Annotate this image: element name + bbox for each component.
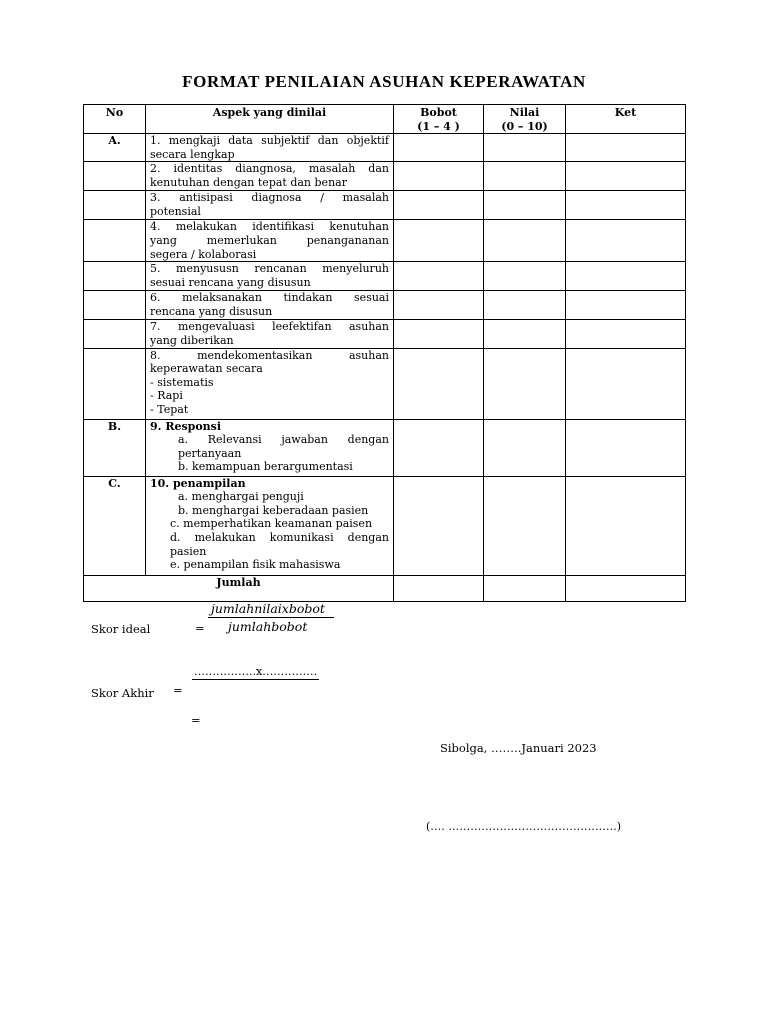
row-text-line: 7. mengevaluasi leefektifan asuhan xyxy=(150,320,389,334)
row-no: A. xyxy=(84,134,146,162)
row-no: B. xyxy=(84,419,146,476)
section-heading: 10. penampilan xyxy=(150,476,246,490)
ket-cell xyxy=(566,476,686,575)
ket-cell xyxy=(566,291,686,320)
table-row-section-b xyxy=(84,419,686,476)
row-aspek xyxy=(146,291,394,320)
table-row xyxy=(84,220,686,262)
bobot-cell xyxy=(394,476,484,575)
bobot-cell xyxy=(394,575,484,601)
nilai-cell xyxy=(484,320,566,348)
skor-akhir-numerator: ……………..x…………… xyxy=(194,665,318,678)
page-title: FORMAT PENILAIAN ASUHAN KEPERAWATAN xyxy=(182,72,586,91)
jumlah-label: Jumlah xyxy=(84,575,394,601)
header-aspek: Aspek yang dinilai xyxy=(146,105,394,134)
row-aspek xyxy=(146,476,394,575)
ket-cell xyxy=(566,162,686,191)
bobot-cell xyxy=(394,320,484,348)
row-no xyxy=(84,320,146,348)
ket-cell xyxy=(566,191,686,220)
header-bobot-label: Bobot xyxy=(420,106,457,119)
nilai-cell xyxy=(484,575,566,601)
nilai-cell xyxy=(484,348,566,419)
row-text-line: 8. mendekomentasikan asuhan xyxy=(150,348,389,362)
row-text-line: 4. melakukan identifikasi kenutuhan xyxy=(150,220,389,234)
table-header-row xyxy=(84,105,686,134)
row-text-line: 3. antisipasi diagnosa / masalah xyxy=(150,191,389,205)
nilai-cell xyxy=(484,162,566,191)
table-row xyxy=(84,262,686,291)
row-no xyxy=(84,262,146,291)
row-aspek xyxy=(146,348,394,419)
skor-akhir-result-equals: = xyxy=(191,713,201,727)
row-text-line: pasien xyxy=(170,544,207,558)
skor-ideal-fraction-line xyxy=(208,617,334,618)
header-bobot-range: (1 – 4 ) xyxy=(417,119,460,133)
section-heading: 9. Responsi xyxy=(150,419,222,433)
row-text-line: keperawatan secara xyxy=(150,362,263,376)
row-aspek xyxy=(146,134,394,162)
row-text-line: rencana yang disusun xyxy=(150,304,273,318)
skor-akhir-fraction-line xyxy=(192,679,319,680)
nilai-cell xyxy=(484,419,566,476)
row-text-line: 5. menyususn rencanan menyeluruh xyxy=(150,262,389,276)
row-aspek xyxy=(146,320,394,348)
skor-ideal-numerator: jumlahnilaixbobot xyxy=(211,601,325,616)
row-text-line: yang memerlukan penangananan xyxy=(150,233,389,247)
bobot-cell xyxy=(394,134,484,162)
bobot-cell xyxy=(394,162,484,191)
row-aspek xyxy=(146,262,394,291)
row-no xyxy=(84,162,146,191)
row-no xyxy=(84,220,146,262)
table-row xyxy=(84,320,686,348)
ket-cell xyxy=(566,320,686,348)
nilai-cell xyxy=(484,262,566,291)
skor-akhir-equals: = xyxy=(173,683,183,697)
row-aspek xyxy=(146,419,394,476)
signature-name-line: (…. ……………………………………….) xyxy=(426,820,622,833)
table-row xyxy=(84,162,686,191)
ket-cell xyxy=(566,220,686,262)
table-row-section-c xyxy=(84,476,686,575)
table-row xyxy=(84,134,686,162)
nilai-cell xyxy=(484,291,566,320)
bobot-cell xyxy=(394,191,484,220)
row-aspek xyxy=(146,191,394,220)
header-nilai xyxy=(484,105,566,134)
signature-place-date: Sibolga, ……..Januari 2023 xyxy=(440,741,597,755)
bobot-cell xyxy=(394,262,484,291)
bobot-cell xyxy=(394,220,484,262)
row-no: C. xyxy=(84,476,146,575)
row-text-line: potensial xyxy=(150,204,201,218)
row-text-line: e. penampilan fisik mahasiswa xyxy=(170,558,341,572)
row-subitem: - Rapi xyxy=(150,389,183,403)
row-text-line: 2. identitas diangnosa, masalah dan xyxy=(150,162,389,176)
row-text-line: yang diberikan xyxy=(150,333,234,347)
row-aspek xyxy=(146,220,394,262)
row-text-line: a. Relevansi jawaban dengan xyxy=(178,433,389,447)
table-row-jumlah xyxy=(84,575,686,601)
row-subitem: - Tepat xyxy=(150,402,189,416)
row-text-line: a. menghargai penguji xyxy=(178,490,304,504)
row-text-line: d. melakukan komunikasi dengan xyxy=(170,530,389,544)
table-row xyxy=(84,191,686,220)
row-subitem: - sistematis xyxy=(150,375,214,389)
row-text-line: segera / kolaborasi xyxy=(150,247,257,261)
skor-ideal-label: Skor ideal xyxy=(91,622,151,636)
header-nilai-range: (0 – 10) xyxy=(501,119,548,133)
bobot-cell xyxy=(394,348,484,419)
row-text-line: kenutuhan dengan tepat dan benar xyxy=(150,175,347,189)
row-text-line: 6. melaksanakan tindakan sesuai xyxy=(150,291,389,305)
bobot-cell xyxy=(394,419,484,476)
row-text-line: sesuai rencana yang disusun xyxy=(150,275,311,289)
header-nilai-label: Nilai xyxy=(509,106,540,119)
row-text-line: pertanyaan xyxy=(178,446,242,460)
nilai-cell xyxy=(484,134,566,162)
assessment-table xyxy=(83,104,686,602)
row-text-line: b. kemampuan berargumentasi xyxy=(178,460,353,474)
nilai-cell xyxy=(484,476,566,575)
ket-cell xyxy=(566,348,686,419)
row-text-line: b. menghargai keberadaan pasien xyxy=(178,503,369,517)
ket-cell xyxy=(566,262,686,291)
row-no xyxy=(84,191,146,220)
header-ket: Ket xyxy=(566,105,686,134)
ket-cell xyxy=(566,134,686,162)
header-bobot xyxy=(394,105,484,134)
ket-cell xyxy=(566,575,686,601)
skor-akhir-label: Skor Akhir xyxy=(91,686,154,700)
row-text-line: 1. mengkaji data subjektif dan objektif xyxy=(150,134,389,148)
ket-cell xyxy=(566,419,686,476)
row-no xyxy=(84,348,146,419)
nilai-cell xyxy=(484,191,566,220)
row-text-line: c. memperhatikan keamanan paisen xyxy=(170,517,373,531)
table-row xyxy=(84,348,686,419)
bobot-cell xyxy=(394,291,484,320)
row-no xyxy=(84,291,146,320)
skor-ideal-denominator: jumlahbobot xyxy=(228,619,308,634)
header-no: No xyxy=(84,105,146,134)
row-aspek xyxy=(146,162,394,191)
skor-ideal-equals: = xyxy=(195,621,205,635)
nilai-cell xyxy=(484,220,566,262)
table-row xyxy=(84,291,686,320)
row-text-line: secara lengkap xyxy=(150,147,235,161)
